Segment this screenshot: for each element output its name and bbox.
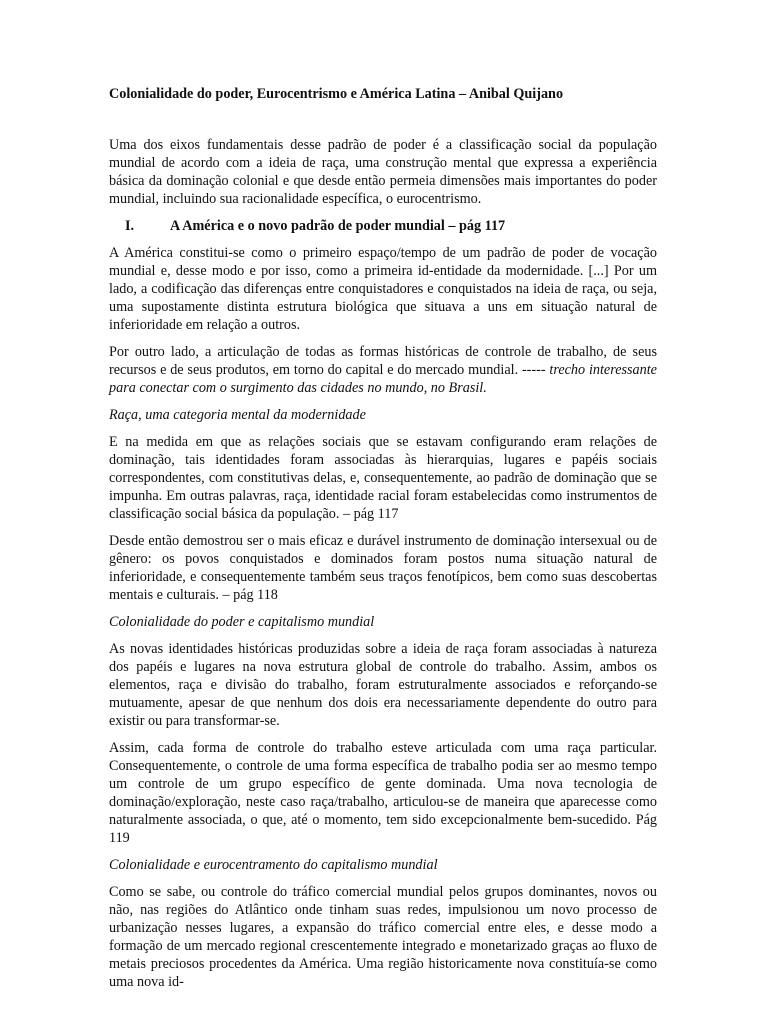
paragraph-relacoes: E na medida em que as relações sociais que se estavam configurando eram relações de dominação, tais identidades foram associadas às hierarquias, lugares e papéis sociais correspondentes, com constitutivas delas, e, consequentemente, ao padrão de dominação que se impunha. Em outras palavras, raça, identidade racial foram estabelecidas como instrumentos de classificação social básica da população. – pág 117 (109, 434, 657, 522)
title-spacer (109, 103, 657, 136)
document-title: Colonialidade do poder, Eurocentrismo e América Latina – Anibal Quijano (109, 86, 564, 102)
paragraph-controle-trabalho: Assim, cada forma de controle do trabalho esteve articulada com uma raça particular. Consequentemente, o controle de uma forma específica de trabalho podia ser ao mesmo tempo um controle de um grupo específico de gente dominada. Uma nova tecnologia de dominação/exploração, neste caso raça/trabalho, articulou-se de maneira que aparecesse como naturalmente associada, o que, até o momento, tem sido excepcionalmente bem-sucedido. Pág 119 (109, 740, 657, 846)
paragraph-articulacao-note: trecho interessante para conectar com o surgimento das cidades no mundo, no Brasil. (109, 362, 657, 396)
subheading-raca: Raça, uma categoria mental da modernidade (109, 407, 366, 423)
paragraph-articulacao (109, 343, 657, 397)
section-heading (109, 217, 657, 235)
intro-paragraph: Uma dos eixos fundamentais desse padrão de poder é a classificação social da população mundial de acordo com a ideia de raça, uma construção mental que expressa a experiência básica da dominação colonial e que desde então permeia dimensões mais importantes do poder mundial, incluindo sua racionalidade específica, o eurocentrismo. (109, 137, 657, 207)
section-title: A América e o novo padrão de poder mundial – pág 117 (170, 218, 506, 234)
paragraph-identidades: As novas identidades históricas produzidas sobre a ideia de raça foram associadas à natureza dos papéis e lugares na nova estrutura global de controle do trabalho. Assim, ambos os elementos, raça e divisão do trabalho, foram estruturalmente associados e reforçando-se mutuamente, apesar de que nenhum dos dois era necessariamente dependente do outro para existir ou para transformar-se. (109, 641, 657, 729)
section-number: I. (125, 218, 135, 234)
paragraph-desde-entao: Desde então demostrou ser o mais eficaz e durável instrumento de dominação intersexual ou de gênero: os povos conquistados e dominados foram postos numa situação natural de inferioridade, e consequentemente também seus traços fenotípicos, bem como suas descobertas mentais e culturais. – pág 118 (109, 533, 657, 603)
paragraph-trafico: Como se sabe, ou controle do tráfico comercial mundial pelos grupos dominantes, novos ou não, nas regiões do Atlântico onde tinham suas redes, impulsionou um novo processo de urbanização nesses lugares, a expansão do tráfico comercial entre eles, e desse modo a formação de um mercado regional crescentemente integrado e monetarizado graças ao fluxo de metais preciosos procedentes da América. Uma região historicamente nova constituía-se como uma nova id- (109, 884, 657, 990)
subheading-colonialidade: Colonialidade do poder e capitalismo mundial (109, 614, 375, 630)
paragraph-america: A América constitui-se como o primeiro espaço/tempo de um padrão de poder de vocação mundial e, desse modo e por isso, como a primeira id-entidade da modernidade. [...] Por um lado, a codificação das diferenças entre conquistadores e conquistados na ideia de raça, ou seja, uma supostamente distinta estrutura biológica que situava a uns em situação natural de inferioridade em relação a outros. (109, 245, 657, 333)
document-page (109, 85, 657, 1000)
subheading-eurocentramento: Colonialidade e eurocentramento do capitalismo mundial (109, 857, 438, 873)
paragraph-articulacao-text: Por outro lado, a articulação de todas as formas históricas de controle de trabalho, de seus recursos e de seus produtos, em torno do capital e do mercado mundial. ----- (109, 344, 657, 378)
